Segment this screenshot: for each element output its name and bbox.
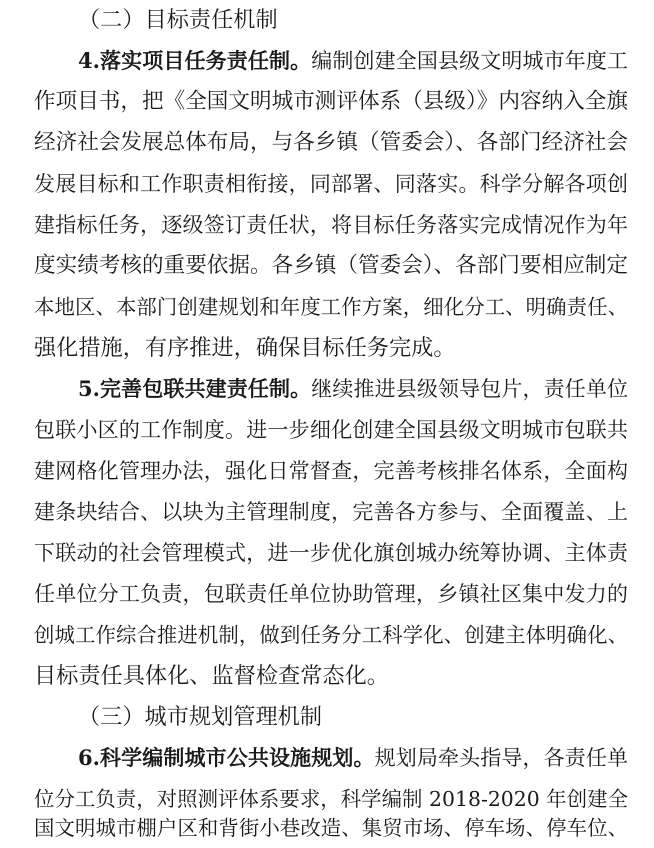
section-heading-3: （三）城市规划管理机制: [78, 704, 323, 730]
paragraph-line: 建网格化管理办法，强化日常督查，完善考核排名体系，全面构: [34, 459, 628, 483]
paragraph-line: 强化措施，有序推进，确保目标任务完成。: [34, 335, 456, 361]
paragraph-line: 发展目标和工作职责相衔接，同部署、同落实。科学分解各项创: [34, 172, 628, 196]
paragraph-line: 经济社会发展总体布局，与各乡镇（管委会）、各部门经济社会: [34, 130, 628, 155]
paragraph-line: 目标责任具体化、监督检查常态化。: [34, 663, 389, 689]
paragraph-line: 创城工作综合推进机制，做到任务分工科学化、创建主体明确化、: [34, 623, 628, 647]
paragraph-line: 下联动的社会管理模式，进一步优化旗创城办统筹协调、主体责: [34, 541, 628, 565]
paragraph-line: 位分工负责，对照测评体系要求，科学编制 2018-2020 年创建全: [34, 787, 628, 811]
item-4-title: 4.落实项目任务责任制。: [78, 48, 312, 73]
paragraph-line: 本地区、本部门创建规划和年度工作方案，细化分工、明确责任、: [34, 295, 628, 319]
item-6-title: 6.科学编制城市公共设施规划。: [78, 745, 375, 770]
paragraph-line: 国文明城市棚户区和背街小巷改造、集贸市场、停车场、停车位、: [34, 816, 628, 840]
paragraph-line: 建指标任务，逐级签订责任状，将目标任务落实完成情况作为年: [34, 213, 628, 237]
section-heading-2: （二）目标责任机制: [78, 7, 278, 33]
paragraph-line: 包联小区的工作制度。进一步细化创建全国县级文明城市包联共: [34, 418, 628, 442]
paragraph-line: 作项目书，把《全国文明城市测评体系（县级）》内容纳入全旗: [34, 89, 628, 114]
paragraph-line: 任单位分工负责，包联责任单位协助管理，乡镇社区集中发力的: [34, 582, 628, 606]
paragraph-line: 度实绩考核的重要依据。各乡镇（管委会）、各部门要相应制定: [34, 253, 628, 278]
item-5-first-line: [78, 369, 628, 409]
item-4-text: 编制创建全国县级文明城市年度工: [311, 49, 628, 73]
paragraph-line: 建条块结合、以块为主管理制度，完善各方参与、全面覆盖、上: [34, 500, 628, 524]
item-5-text: 继续推进县级领导包片，责任单位: [311, 377, 628, 401]
item-4-first-line: [78, 41, 628, 81]
item-6-text: 规划局牵头指导，各责任单: [374, 746, 628, 770]
item-5-title: 5.完善包联共建责任制。: [78, 376, 312, 401]
item-6-first-line: [78, 738, 628, 778]
